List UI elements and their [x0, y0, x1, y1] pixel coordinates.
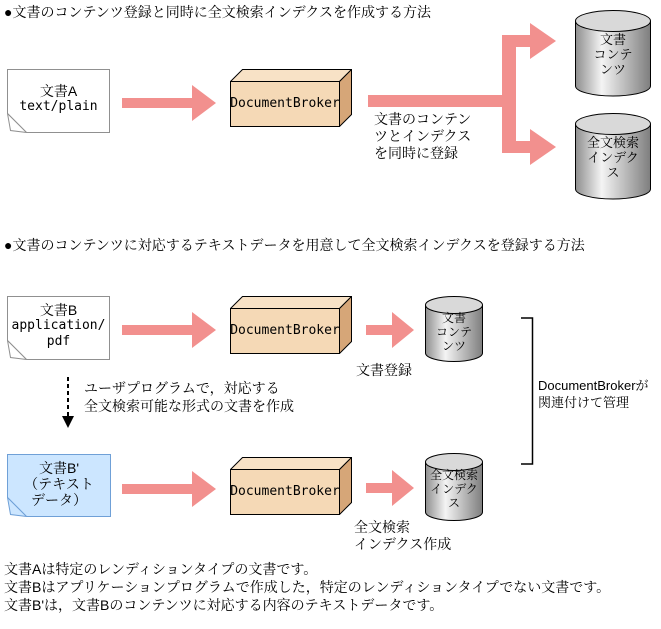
documentbroker-label: DocumentBroker [230, 484, 340, 499]
documentbroker-box-2 [230, 296, 352, 354]
documentbroker-label: DocumentBroker [230, 96, 340, 111]
fulltext-index-create-label: 全文検索 インデクス作成 [354, 519, 452, 552]
db-fulltext-index-1 [575, 113, 651, 200]
db-document-contents-1 [575, 10, 651, 97]
simultaneous-register-label: 文書のコンテン ツとインデクス を同時に登録 [374, 111, 472, 161]
dashed-down-arrow-icon [61, 377, 75, 429]
db-document-contents-label: 文書 コンテ ンツ [593, 32, 633, 77]
section1-heading: ●文書のコンテンツ登録と同時に全文検索インデクスを作成する方法 [4, 4, 432, 20]
document-b-prime-label: 文書B' （テキスト データ） [24, 459, 94, 508]
document-b-prime [7, 454, 111, 517]
managed-by-broker-label: DocumentBrokerが 関連付けて管理 [538, 378, 649, 410]
flow-arrow-icon [122, 471, 216, 507]
grouping-bracket-icon [520, 317, 534, 465]
db-fulltext-index-label: 全文検索 インデク ス [429, 468, 478, 510]
document-register-label: 文書登録 [356, 362, 412, 378]
document-a [7, 69, 110, 133]
document-a-label: 文書A text/plain [19, 83, 98, 114]
footnotes [4, 560, 610, 614]
flow-arrow-icon [366, 312, 414, 348]
db-fulltext-index-label: 全文検索 インデク ス [586, 135, 639, 180]
documentbroker-box-1 [230, 69, 352, 127]
document-b [7, 296, 110, 360]
footnote-doc-b-prime: 文書B'は，文書Bのコンテンツに対応する内容のテキストデータです。 [4, 597, 444, 613]
db-fulltext-index-2 [425, 453, 483, 521]
flow-arrow-icon [366, 470, 414, 506]
footnote-doc-a: 文書Aは特定のレンディションタイプの文書です。 [4, 561, 318, 577]
footnote-doc-b: 文書Bはアプリケーションプログラムで作成した，特定のレンディションタイプでない文書です。 [4, 579, 611, 595]
user-program-label: ユーザプログラムで，対応する 全文検索可能な形式の文書を作成 [84, 380, 294, 414]
document-b-label: 文書B application/ pdf [11, 302, 106, 349]
section2-heading: ●文書のコンテンツに対応するテキストデータを用意して全文検索インデクスを登録する方法 [4, 237, 585, 253]
flow-arrow-icon [122, 85, 216, 121]
flow-arrow-icon [122, 312, 216, 348]
documentbroker-label: DocumentBroker [230, 323, 340, 338]
db-document-contents-2 [425, 296, 483, 362]
documentbroker-box-3 [230, 457, 352, 515]
db-document-contents-label: 文書 コンテ ンツ [435, 311, 472, 353]
